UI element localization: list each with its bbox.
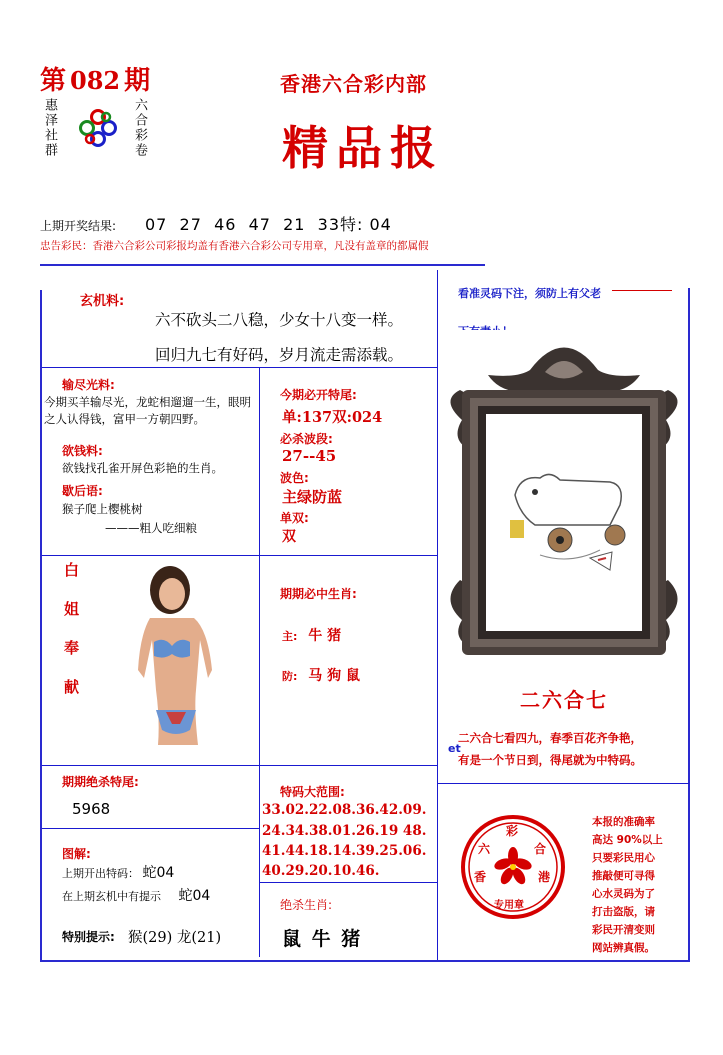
- xuanji-line1: 六不砍头二八稳，少女十八变一样。: [155, 311, 404, 329]
- right-top-underline: [612, 290, 672, 291]
- divider-xuanji-bottom: [42, 367, 437, 368]
- fanwei-row-1: 33.02.22.08.36.42.09.: [262, 802, 427, 818]
- results-label: 上期开奖结果:: [40, 219, 117, 233]
- fanwei-row-3: 41.44.18.14.39.25.06.: [262, 843, 427, 859]
- erliuheqi-title: 二六合七: [520, 688, 608, 712]
- yuqian-text: 欲钱找孔雀开屏色彩艳的生肖。: [62, 461, 223, 475]
- fanwei-row-2: 24.34.38.01.26.19 48.: [262, 823, 427, 839]
- divider-right-1: [437, 783, 689, 784]
- bizhong-main-label: 主:: [282, 630, 298, 643]
- tujie-line2: [62, 885, 210, 905]
- logo-rings: [78, 108, 118, 148]
- accuracy-line-2: 高达 90%以上: [592, 834, 663, 846]
- fanwei-row-4: 40.29.20.10.46.: [262, 863, 380, 879]
- bizhong-fang-value: 马 狗 鼠: [308, 668, 361, 684]
- seal-char-br: 港: [538, 870, 551, 884]
- tujie-line2-text: 在上期玄机中有提示: [62, 890, 161, 903]
- xiehouyu-label: 歇后语:: [62, 484, 103, 498]
- bizhong-main: [282, 625, 341, 645]
- seal-char-left: 六: [478, 842, 491, 856]
- accuracy-line-1: 本报的准确率: [592, 816, 655, 828]
- left-vertical-1: 惠泽社群: [42, 98, 57, 158]
- tujie-line2-value: 蛇04: [178, 888, 211, 904]
- accuracy-line-8: 网站辨真假。: [592, 942, 655, 954]
- bosha-label: 必杀波段:: [280, 432, 333, 446]
- jueshawei-value: 5968: [72, 800, 111, 818]
- bottom-border: [40, 960, 690, 962]
- tebie-label: 特别提示:: [62, 930, 115, 944]
- top-border: [40, 264, 485, 266]
- danshuang-label: 单双:: [280, 511, 309, 525]
- tujie-label: 图解:: [62, 847, 91, 861]
- tujie-line1-text: 上期开出特码：: [62, 867, 139, 880]
- bosha-value: 27--45: [282, 447, 337, 465]
- results-numbers: 07 27 46 47 21 33特: 04: [145, 215, 392, 234]
- bose-label: 波色:: [280, 471, 309, 485]
- seal-char-bl: 香: [474, 870, 487, 884]
- divider-left-1: [42, 555, 437, 556]
- erliuheqi-fragment: et: [448, 742, 461, 755]
- issue-label: [40, 60, 150, 97]
- accuracy-line-7: 彩民开清变则: [592, 924, 655, 936]
- main-title: 精品报: [282, 121, 444, 175]
- bizhong-main-value: 牛 猪: [308, 628, 342, 644]
- ornate-mirror-image: [440, 330, 688, 660]
- left-vertical-2: 六合彩卷: [132, 98, 147, 158]
- accuracy-line-4: 推敲便可寻得: [592, 870, 655, 882]
- seal-char-top: 彩: [506, 824, 519, 838]
- bizhong-fang-label: 防:: [282, 670, 298, 683]
- fanwei-label: 特码大范围:: [280, 785, 345, 799]
- xiehouyu-line2: ———粗人吃细粮: [105, 521, 197, 535]
- official-seal: [458, 812, 568, 922]
- bizhong-label: 期期必中生肖:: [280, 587, 357, 601]
- bizhong-fang: [282, 665, 360, 685]
- tewei-label: 今期必开特尾:: [280, 388, 357, 402]
- xiehouyu-line1: 猴子爬上樱桃树: [62, 502, 143, 516]
- tebie-value: 猴(29) 龙(21): [128, 930, 222, 946]
- jueshashengxiao-label: 绝杀生肖:: [280, 898, 333, 912]
- yuqian-label: 欲钱料:: [62, 444, 103, 458]
- left-border: [40, 290, 42, 962]
- right-border: [688, 288, 690, 962]
- bose-value: 主绿防蓝: [282, 488, 343, 506]
- danshuang-value: 双: [282, 529, 296, 545]
- right-top-line1: 看准灵码下注，须防上有父老: [458, 287, 601, 300]
- erliuheqi-line1: 二六合七看四九，春季百花齐争艳，: [458, 731, 642, 745]
- issue-suffix: 期: [124, 66, 151, 96]
- divider-left-3: [42, 828, 259, 829]
- divider-right-vertical: [437, 270, 438, 960]
- top-title: 香港六合彩内部: [280, 72, 427, 96]
- baijie-text: 白姐奉献: [62, 562, 80, 718]
- shujin-label: 输尽光料:: [62, 378, 115, 392]
- issue-number: 082: [70, 66, 121, 95]
- jueshashengxiao-value: 鼠 牛 猪: [282, 928, 363, 950]
- divider-mid-2: [260, 882, 437, 883]
- issue-prefix: 第: [40, 66, 67, 96]
- divider-left-2: [42, 765, 437, 766]
- jueshawei-label: 期期绝杀特尾:: [62, 775, 139, 789]
- tujie-line1: [62, 862, 174, 882]
- seal-char-right: 合: [534, 842, 547, 856]
- xuanji-line2: 回归九七有好码，岁月流走需添载。: [155, 346, 404, 364]
- tujie-line1-value: 蛇04: [142, 865, 175, 881]
- xuanji-label: 玄机料:: [80, 294, 125, 309]
- erliuheqi-line2: 有是一个节日到，得尾就为中特码。: [458, 753, 642, 767]
- accuracy-line-3: 只要彩民用心: [592, 852, 655, 864]
- notice-text: 忠告彩民：香港六合彩公司彩报均盖有香港六合彩公司专用章，凡没有盖章的都属假: [40, 240, 429, 252]
- shujin-text: 今期买羊输尽光，龙蛇相遛遛一生，眼明之人认得钱，富甲一方朝四野。: [44, 395, 251, 426]
- divider-mid-vertical: [259, 367, 260, 957]
- accuracy-line-5: 心水灵码为了: [592, 888, 655, 900]
- tewei-value: 单:137双:024: [282, 409, 383, 426]
- model-photo: [120, 560, 215, 745]
- seal-bottom-text: 专用章: [494, 900, 524, 911]
- accuracy-line-6: 打击盗版，请: [592, 906, 655, 918]
